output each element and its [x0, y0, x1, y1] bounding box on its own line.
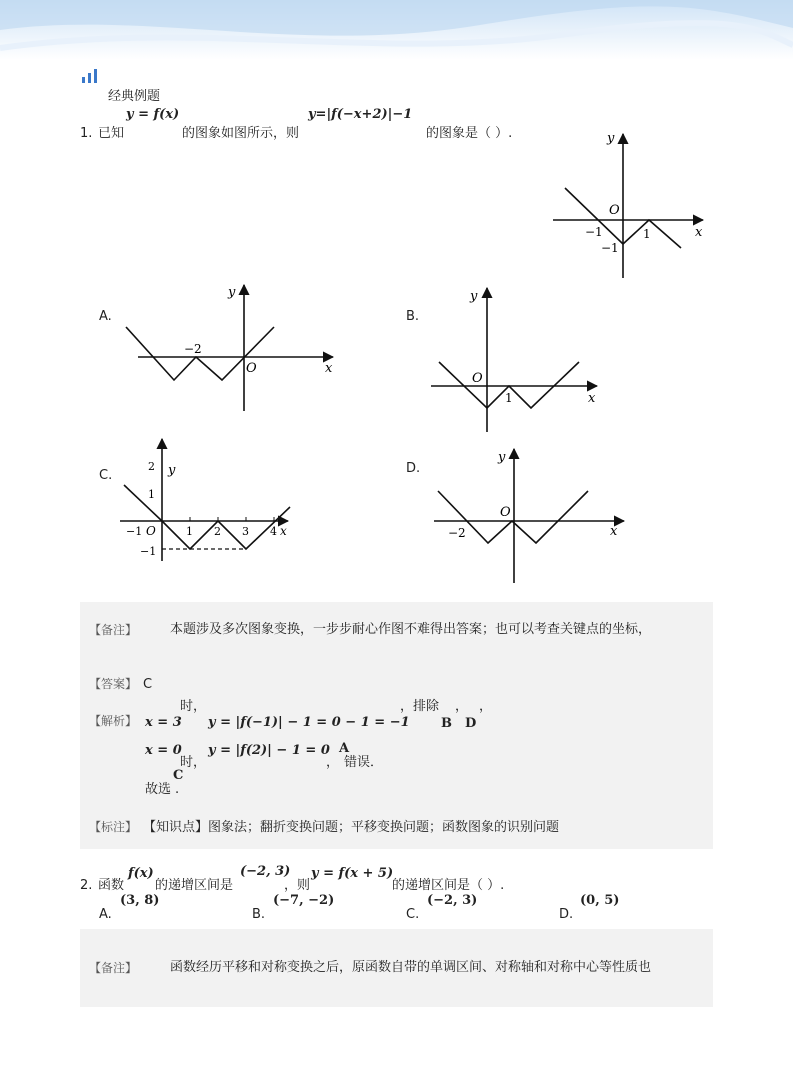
analysis-l2-m3: A — [339, 741, 350, 756]
q1-text-b: 的图象如图所示，则 — [182, 126, 300, 141]
analysis-l3-t1: 故选 — [145, 782, 172, 797]
q1-label-tag: 【标注】 — [89, 820, 138, 834]
q1-text-a: 已知 — [98, 126, 125, 141]
q1-number: 1. — [80, 126, 93, 141]
q1-note-tag: 【备注】 — [89, 623, 138, 637]
q2-option-b-label: B. — [252, 907, 266, 922]
x-axis-label: x — [695, 225, 703, 240]
q1-note: 本题涉及多次图象变换，一步步耐心作图不难得出答案；也可以考查关键点的坐标， — [170, 622, 652, 637]
q2-option-d-label: D. — [559, 907, 574, 922]
q1-label: 【知识点】图象法；翻折变换问题；平移变换问题；函数图象的识别问题 — [143, 820, 560, 835]
y-axis-label: y — [228, 285, 236, 300]
q2-option-c-value: (−2, 3) — [427, 893, 478, 908]
y-tick-1: 1 — [148, 488, 155, 501]
q2-option-c-label: C. — [406, 907, 420, 922]
x-tick-minus-1: −1 — [585, 225, 603, 239]
q2-option-d-value: (0, 5) — [580, 893, 620, 908]
q2-option-a-value: (3, 8) — [120, 893, 160, 908]
x-tick-1: 1 — [505, 391, 513, 405]
x-tick-4: 4 — [270, 525, 277, 538]
analysis-l2-m2: y = |f(2)| − 1 = 0 — [208, 743, 330, 758]
q2-note-tag: 【备注】 — [89, 961, 138, 975]
y-axis-label: y — [607, 131, 615, 146]
bar-chart-icon — [80, 68, 100, 84]
analysis-l1-m4: D — [465, 716, 477, 731]
q2-m2: (−2, 3) — [240, 864, 291, 879]
x-tick-minus-1: −1 — [126, 525, 143, 538]
header-banner — [0, 0, 793, 60]
x-tick-minus-2: −2 — [448, 526, 466, 540]
x-tick-1: 1 — [643, 227, 651, 241]
y-axis-label: y — [470, 289, 478, 304]
option-c-label: C. — [99, 468, 113, 483]
option-b-label: B. — [406, 309, 420, 324]
option-d-graph — [428, 443, 633, 585]
x-axis-label: x — [325, 361, 333, 376]
analysis-l1-m2: y = |f(−1)| − 1 = 0 − 1 = −1 — [208, 715, 410, 730]
option-a-label: A. — [99, 309, 112, 324]
analysis-l1-t2: ，排除 — [400, 699, 440, 714]
analysis-l1-t4: ， — [479, 699, 493, 714]
analysis-l2-t2: ， — [326, 755, 340, 770]
origin-label: O — [609, 203, 620, 218]
origin-label: O — [246, 361, 257, 376]
analysis-l1-m3: B — [441, 716, 452, 731]
x-axis-label: x — [588, 391, 596, 406]
y-tick-2: 2 — [148, 460, 155, 473]
q2-t4: 的递增区间是（ ）. — [392, 878, 505, 893]
origin-label: O — [500, 505, 511, 520]
q2-number: 2. — [80, 878, 93, 893]
analysis-l1-t1: 时， — [180, 699, 207, 714]
main-function-graph — [545, 128, 720, 280]
q2-note: 函数经历平移和对称变换之后，原函数自带的单调区间、对称轴和对称中心等性质也 — [170, 960, 652, 975]
q2-m3: y = f(x + 5) — [311, 866, 394, 881]
origin-label: O — [472, 371, 483, 386]
q2-t3: ，则 — [284, 878, 311, 893]
x-axis-label: x — [280, 524, 287, 538]
x-axis-label: x — [610, 524, 618, 539]
q1-analysis-tag: 【解析】 — [89, 714, 138, 728]
x-tick-minus-2: −2 — [184, 342, 202, 356]
analysis-l3-m1: C — [173, 768, 184, 783]
x-tick-1: 1 — [186, 525, 193, 538]
y-tick-minus-1: −1 — [601, 241, 619, 255]
q1-answer: C — [143, 677, 153, 692]
option-d-label: D. — [406, 461, 421, 476]
origin-label: O — [146, 524, 156, 538]
q2-option-a-label: A. — [99, 907, 112, 922]
q1-answer-tag: 【答案】 — [89, 677, 138, 691]
analysis-l1-t3: ， — [455, 699, 469, 714]
q1-func: y = f(x) — [126, 107, 180, 122]
q1-func2: y=|f(−x+2)|−1 — [308, 107, 413, 122]
q2-t1: 函数 — [98, 878, 125, 893]
section-title: 经典例题 — [108, 89, 161, 104]
y-tick-minus-1: −1 — [140, 545, 157, 558]
x-tick-3: 3 — [242, 525, 249, 538]
q2-t2: 的递增区间是 — [155, 878, 234, 893]
q2-option-b-value: (−7, −2) — [273, 893, 335, 908]
y-axis-label: y — [498, 450, 506, 465]
x-tick-2: 2 — [214, 525, 221, 538]
analysis-l1-m1: x = 3 — [145, 715, 182, 730]
analysis-l3-t2: . — [175, 782, 180, 797]
analysis-l2-t1: 时， — [180, 755, 207, 770]
q2-m1: f(x) — [128, 866, 154, 881]
y-axis-label: y — [168, 463, 176, 478]
analysis-l2-t3: 错误． — [344, 755, 384, 770]
option-a-graph — [118, 280, 343, 415]
analysis-l2-m1: x = 0 — [145, 743, 182, 758]
option-c-graph — [118, 437, 298, 563]
q1-text-c: 的图象是（ ）. — [426, 126, 513, 141]
option-b-graph — [425, 282, 610, 434]
